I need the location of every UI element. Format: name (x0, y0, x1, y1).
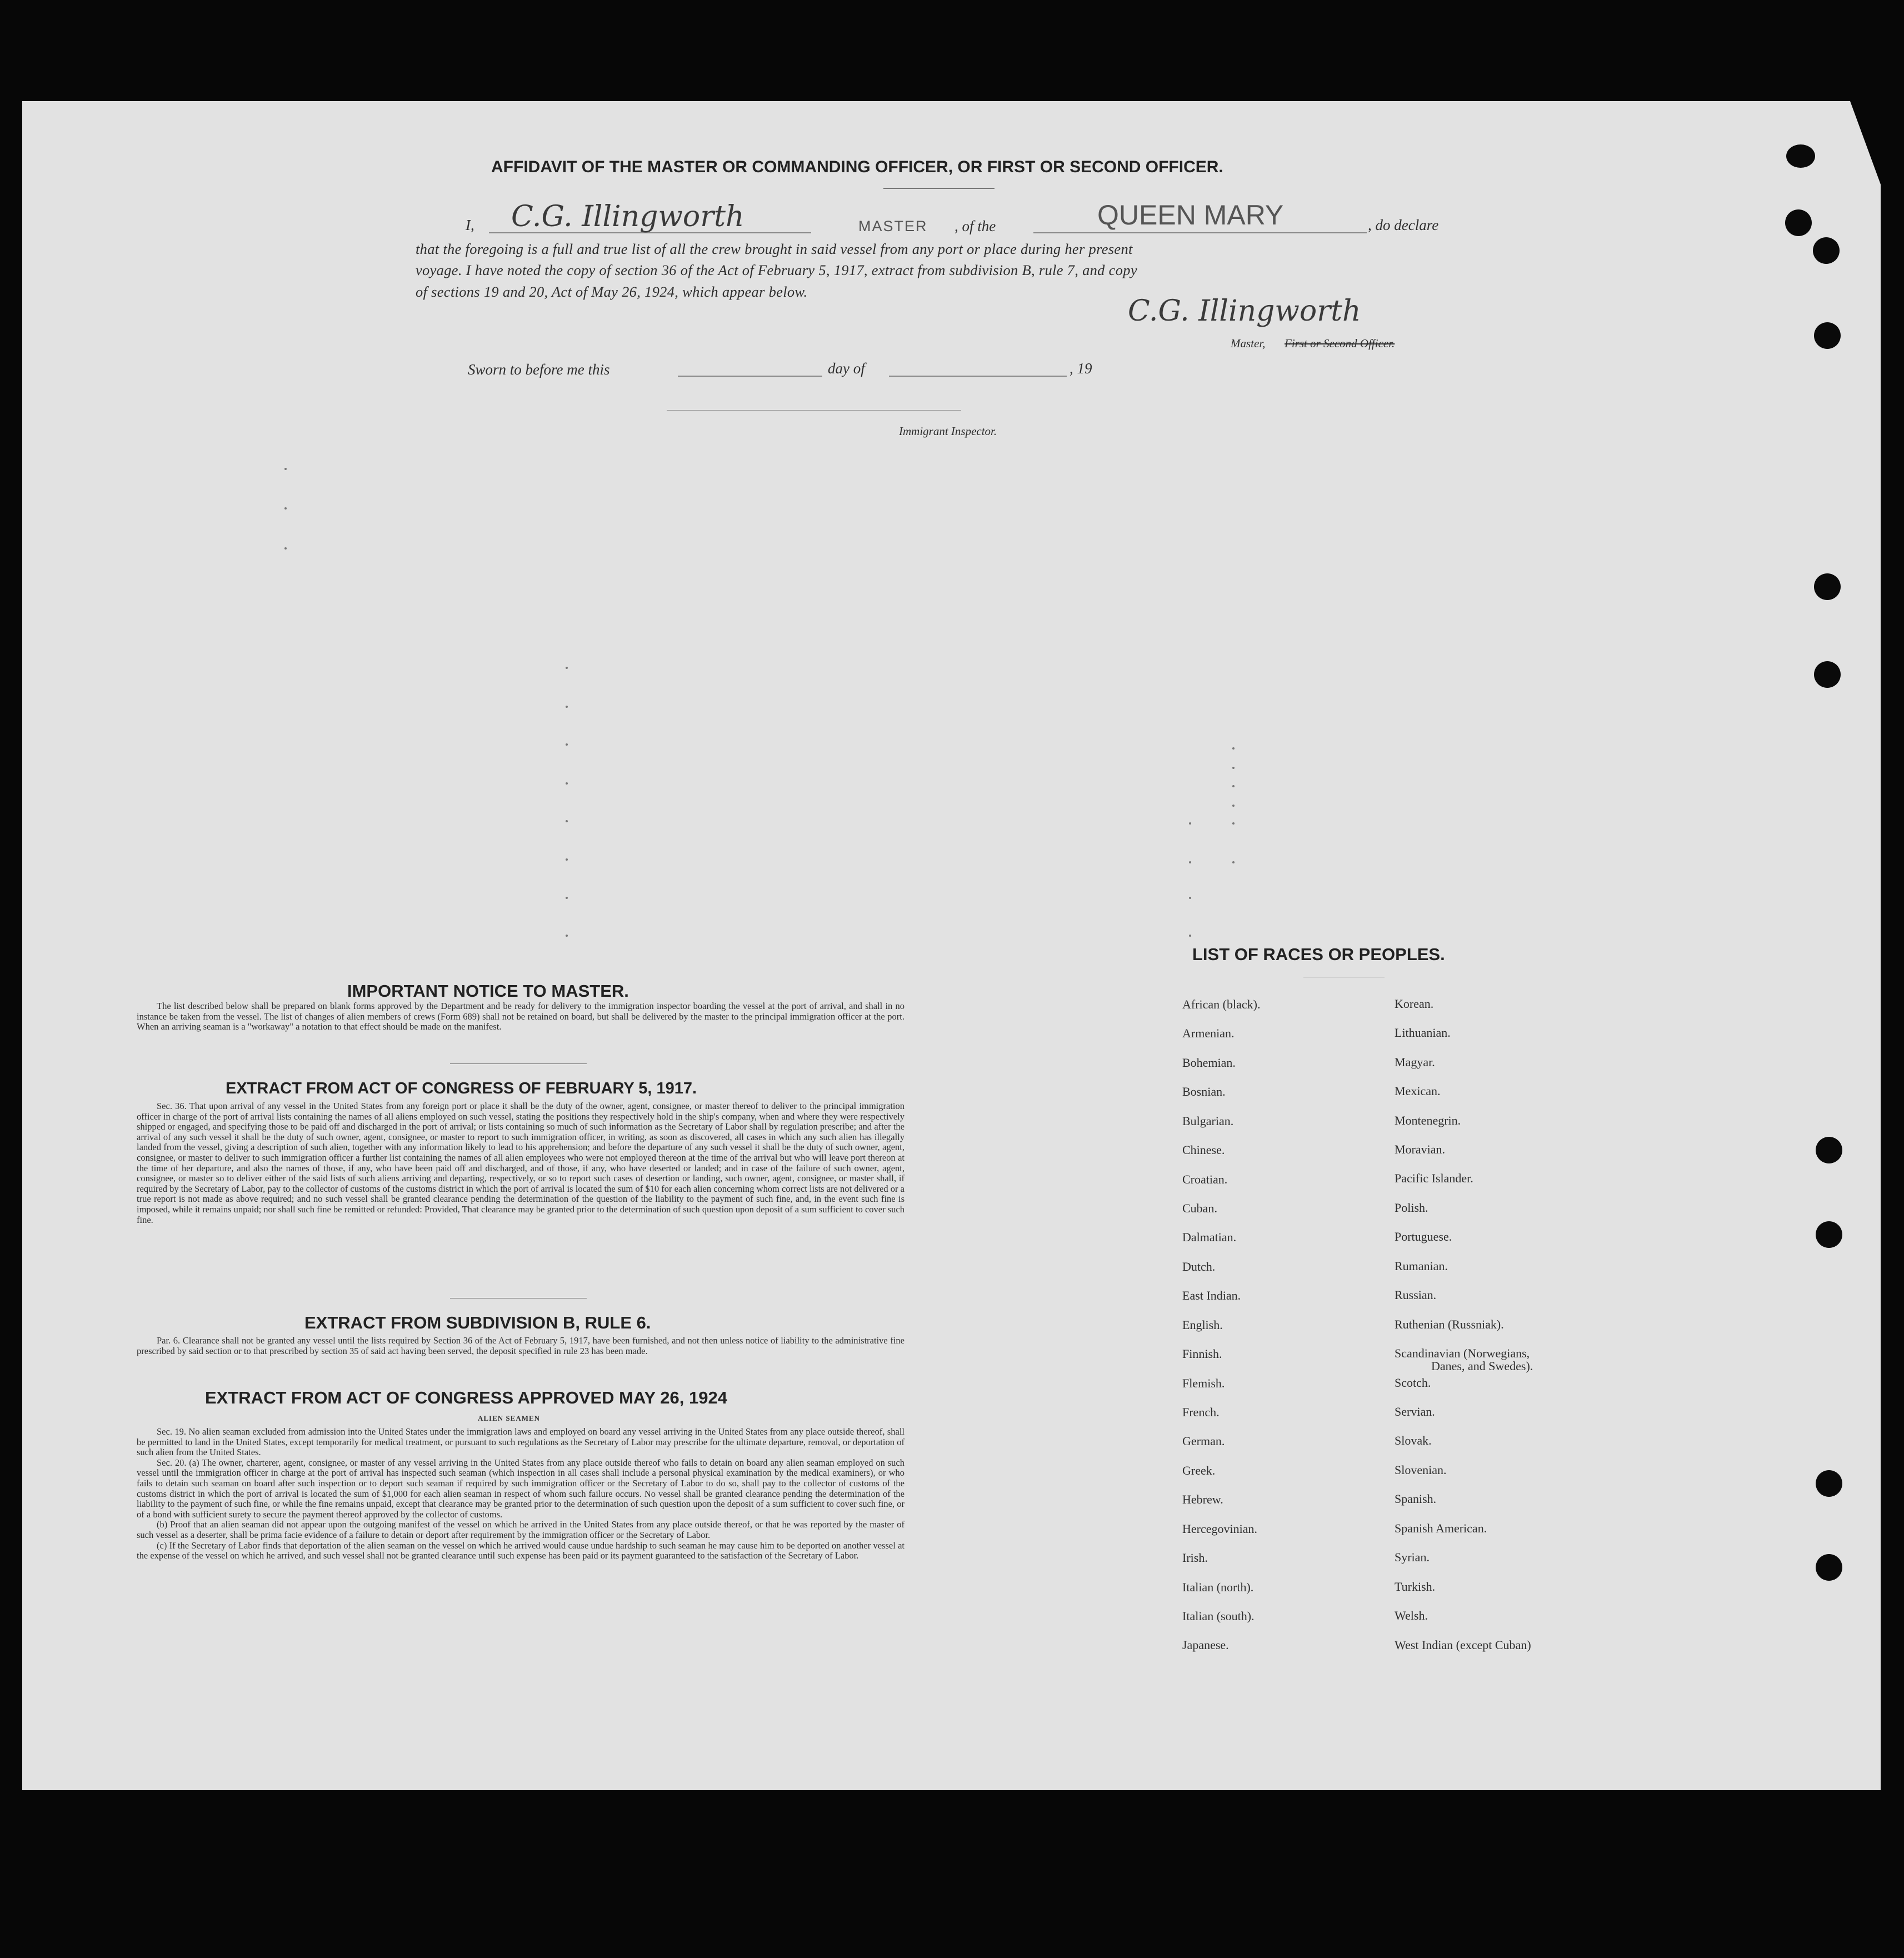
race-item: Chinese. (1182, 1143, 1225, 1157)
race-item: East Indian. (1182, 1288, 1241, 1302)
divider (450, 1063, 587, 1064)
scan-speck (566, 820, 568, 822)
binder-hole (1814, 322, 1841, 349)
scan-speck (1232, 805, 1235, 807)
affidavit-body-line2: voyage. I have noted the copy of section 36 of the Act of February 5, 1917, extract from subdivision B, rule 7, and copy (416, 262, 1137, 278)
race-item: Korean. (1395, 997, 1434, 1011)
race-item: Croatian. (1182, 1172, 1228, 1186)
binder-hole (1813, 237, 1840, 264)
race-item-continuation: Danes, and Swedes). (1431, 1359, 1533, 1373)
race-item: Dutch. (1182, 1260, 1216, 1273)
race-item: Italian (north). (1182, 1580, 1254, 1594)
race-item: Syrian. (1395, 1550, 1430, 1564)
race-item: Armenian. (1182, 1026, 1235, 1040)
notice-text (137, 1001, 904, 1032)
race-item: Hebrew. (1182, 1492, 1223, 1506)
vessel-line (1033, 232, 1367, 233)
inspector-caption: Immigrant Inspector. (899, 424, 997, 438)
scan-speck (284, 468, 287, 470)
race-item: Cuban. (1182, 1201, 1217, 1215)
scan-speck (284, 507, 287, 510)
scan-speck (1232, 861, 1235, 863)
scan-speck (566, 782, 568, 785)
race-item: Mexican. (1395, 1084, 1441, 1098)
race-item: West Indian (except Cuban) (1395, 1638, 1531, 1652)
day-of-label: day of (828, 360, 865, 377)
scan-speck (1232, 747, 1235, 750)
race-item: Welsh. (1395, 1609, 1428, 1622)
race-item: Spanish American. (1395, 1521, 1487, 1535)
race-item: Slovenian. (1395, 1463, 1447, 1477)
subdivision-text (137, 1336, 904, 1356)
extract-1924-heading: EXTRACT FROM ACT OF CONGRESS APPROVED MAY 26, 1924 (205, 1388, 727, 1407)
race-item: Portuguese. (1395, 1230, 1452, 1243)
race-item: Rumanian. (1395, 1259, 1448, 1273)
notice-heading: IMPORTANT NOTICE TO MASTER. (347, 981, 629, 1001)
divider (883, 188, 995, 189)
race-item: Pacific Islander. (1395, 1171, 1473, 1185)
notice-paragraph: The list described below shall be prepared on blank forms approved by the Department and be ready for delivery to the immigration inspector boarding the vessel at the port of arrival, and shall in no instance be taken from the vessel. The list of changes of alien members of crews (Form 689) shall not be retained on board, but shall be delivered by the master to the principal immigration officer at the port. When an arriving seaman is a "workaway" a notation to that effect should be made on the manifest. (137, 1001, 904, 1032)
extract-1924-text (137, 1427, 904, 1561)
race-item: Ruthenian (Russniak). (1395, 1317, 1504, 1331)
binder-hole (1814, 661, 1841, 688)
race-item: Dalmatian. (1182, 1230, 1237, 1244)
race-item: Montenegrin. (1395, 1113, 1461, 1127)
race-item: Spanish. (1395, 1492, 1437, 1506)
scan-speck (1189, 861, 1191, 863)
affidavit-heading: AFFIDAVIT OF THE MASTER OR COMMANDING OFFICER, OR FIRST OR SECOND OFFICER. (491, 158, 1223, 176)
race-item: Greek. (1182, 1463, 1216, 1477)
binder-hole (1786, 144, 1815, 168)
i-label: I, (466, 217, 474, 233)
race-item: German. (1182, 1434, 1225, 1448)
race-item: Bohemian. (1182, 1056, 1236, 1070)
year-label: , 19 (1070, 360, 1092, 377)
scan-speck (566, 743, 568, 746)
section-20c-paragraph: (c) If the Secretary of Labor finds that deportation of the alien seaman on the vessel on which he arrived would cause undue hardship to such seaman he may cause him to be deported on another vessel at the expense of the vessel on which he arrived, and such vessel shall not be granted clearance until such expense has been paid or its payment guaranteed to the satisfaction of the Secretary of Labor. (137, 1540, 904, 1561)
affidavit-body-line1: that the foregoing is a full and true list of all the crew brought in said vessel from any port or place during her present (416, 241, 1133, 257)
race-item: Irish. (1182, 1551, 1208, 1565)
binder-hole (1814, 573, 1841, 600)
race-item: English. (1182, 1318, 1223, 1332)
sworn-label: Sworn to before me this (468, 361, 610, 378)
race-item: Russian. (1395, 1288, 1437, 1302)
race-item: Magyar. (1395, 1055, 1435, 1069)
scan-speck (1232, 822, 1235, 825)
binder-hole (1816, 1554, 1842, 1581)
race-item: Scandinavian (Norwegians, (1395, 1346, 1530, 1360)
binder-hole (1816, 1470, 1842, 1497)
race-item: Turkish. (1395, 1580, 1436, 1594)
do-declare-label: , do declare (1368, 217, 1439, 233)
inspector-signature-line (667, 410, 961, 411)
scan-speck (284, 547, 287, 550)
race-item: Lithuanian. (1395, 1026, 1451, 1040)
race-item: Flemish. (1182, 1376, 1225, 1390)
section-20b-paragraph: (b) Proof that an alien seaman did not appear upon the outgoing manifest of the vessel on which he arrived in the United States from any place outside thereof, or that he was reported by the master of such vessel as a deserter, shall be prima facie evidence of a failure to detain or deport after requirement by the immigration officer or the Secretary of Labor. (137, 1519, 904, 1540)
race-item: Japanese. (1182, 1638, 1229, 1652)
scan-speck (1189, 822, 1191, 825)
section-36-paragraph: Sec. 36. That upon arrival of any vessel in the United States from any foreign port or place it shall be the duty of the owner, agent, consignee, or master thereof to deliver to the principal immigration officer in charge of the port of arrival lists containing the names of all aliens employed on such vessel, stating the positions they respectively hold in the ship's company, when and where they were respectively shipped or engaged, and specifying those to be paid off and discharged in the port of arrival; or lists containing so much of such information as the Secretary of Labor shall by regulation prescribe; and after the arrival of any such vessel it shall be the duty of such owner, agent, consignee, or master to report to such immigration officer, in writing, as soon as discovered, all cases in which any such alien has illegally landed from the vessel, giving a description of such alien, together with any information likely to lead to his apprehension; and before the departure of any such vessel it shall be the duty of such owner, agent, consignee, or master to deliver to such immigration officer a further list containing the names of all alien employees who were not employed thereon at the time of the arrival but who will leave port thereon at the time of her departure, and also the names of those, if any, who have been paid off and discharged, and of those, if any, who have deserted or landed; and in case of the failure of such owner, agent, consignee, or master so to deliver either of the said lists of such aliens arriving and departing, respectively, or so to report such cases of desertion or landing, such owner, agent, consignee, or master shall, if required by the Secretary of Labor, pay to the collector of customs of the customs district in which the port of arrival is located the sum of $10 for each alien concerning whom correct lists are not delivered or a true report is not made as above required; and no such vessel shall be granted clearance pending the determination of the question of the liability to the payment of such fine, and, in the event such fine is imposed, while it remains unpaid; nor shall such fine be remitted or refunded: Provided, That clearance may be granted prior to the determination of such question upon deposit of a sum sufficient to cover such fine. (137, 1101, 904, 1225)
affidavit-body-line3: of sections 19 and 20, Act of May 26, 1924, which appear below. (416, 283, 808, 300)
race-item: Bulgarian. (1182, 1114, 1234, 1128)
section-20a-paragraph: Sec. 20. (a) The owner, charterer, agent, consignee, or master of any vessel arriving in the United States from any place outside thereof who fails to detain on board any alien seaman employed on such vessel until the immigration officer in charge at the port of arrival has inspected such seaman (which inspection in all cases shall include a personal physical examination by the medical examiners), or who fails to detain such seaman on board after such inspection or to deport such seaman if required by such immigration officer or the Secretary of Labor to do so, shall pay to the collector of customs of the customs district in which the port of arrival is located the sum of $1,000 for each alien seaman in respect of whom such failure occurs. No vessel shall be granted clearance pending the determination of the liability to the payment of such fine, or while the fine remains unpaid, except that clearance may be granted prior to the determination of such question upon the deposit of a sum sufficient to cover such fine, or of a bond with sufficient surety to secure the payment thereof approved by the collector of customs. (137, 1457, 904, 1520)
races-heading: LIST OF RACES OR PEOPLES. (1192, 945, 1445, 964)
vessel-name-stamp: QUEEN MARY (1097, 199, 1284, 231)
race-item: French. (1182, 1405, 1220, 1419)
sworn-month-line (889, 376, 1067, 377)
scan-speck (566, 897, 568, 899)
race-item: Moravian. (1395, 1142, 1446, 1156)
scan-speck (1189, 897, 1191, 899)
race-item: Scotch. (1395, 1376, 1431, 1390)
section-19-paragraph: Sec. 19. No alien seaman excluded from admission into the United States under the immigration laws and employed on board any vessel arriving in the United States from any place outside thereof, shall be permitted to land in the United States, except temporarily for medical treatment, or pursuant to such regulations as the Secretary of Labor may prescribe for the ultimate departure, removal, or deportation of such alien from the United States. (137, 1426, 904, 1458)
rule-6-paragraph: Par. 6. Clearance shall not be granted any vessel until the lists required by Section 36 of the Act of February 5, 1917, have been furnished, and not then unless notice of liability to the administrative fine prescribed by said section or to that prescribed by section 35 of said act having been served, the deposit specified in rule 23 has been made. (137, 1335, 904, 1356)
scan-speck (566, 858, 568, 861)
race-item: Bosnian. (1182, 1085, 1226, 1098)
scan-speck (566, 706, 568, 708)
scan-speck (1232, 767, 1235, 769)
scan-speck (566, 667, 568, 669)
race-item: Servian. (1395, 1405, 1435, 1418)
race-item: African (black). (1182, 997, 1261, 1011)
scan-speck (1232, 785, 1235, 787)
scan-speck (566, 935, 568, 937)
binder-hole (1785, 209, 1812, 236)
binder-hole (1816, 1137, 1842, 1163)
of-the-label: , of the (955, 218, 996, 234)
signer-name-handwritten: C.G. Illingworth (511, 200, 744, 233)
race-item: Polish. (1395, 1201, 1428, 1215)
sworn-day-line (678, 376, 822, 377)
extract-1917-text (137, 1101, 904, 1225)
signature-caption-master: Master, (1231, 337, 1266, 350)
binder-hole (1816, 1221, 1842, 1248)
race-item: Finnish. (1182, 1347, 1222, 1361)
alien-seamen-subheading: ALIEN SEAMEN (478, 1414, 541, 1422)
race-item: Italian (south). (1182, 1609, 1255, 1623)
signature-caption-struck: First or Second Officer. (1285, 337, 1395, 350)
rank-stamp: MASTER (858, 218, 928, 234)
scan-speck (1189, 935, 1191, 937)
subdivision-heading: EXTRACT FROM SUBDIVISION B, RULE 6. (304, 1313, 651, 1332)
race-item: Slovak. (1395, 1433, 1432, 1447)
race-item: Hercegovinian. (1182, 1522, 1257, 1536)
extract-1917-heading: EXTRACT FROM ACT OF CONGRESS OF FEBRUARY 5, 1917. (226, 1080, 697, 1097)
master-signature: C.G. Illingworth (1128, 294, 1361, 328)
